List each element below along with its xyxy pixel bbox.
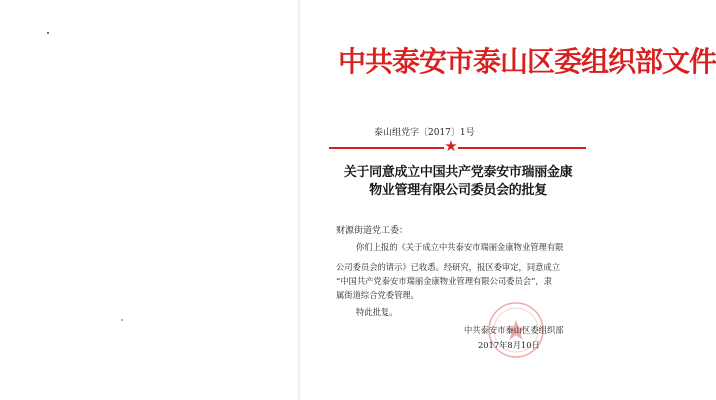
red-star-icon: ★	[444, 137, 458, 155]
body-paragraph-line: 你们上报的《关于成立中共泰安市瑞丽金康物业管理有限	[356, 242, 564, 252]
document-header-title: 中共泰安市泰山区委组织部文件	[338, 45, 716, 78]
scan-speck	[47, 32, 49, 34]
document-number: 泰山组党字〔2017〕1号	[374, 128, 475, 138]
issuing-organization: 中共泰安市泰山区委组织部	[464, 325, 564, 335]
document-title-line: 关于同意成立中国共产党泰安市瑞丽金康	[343, 165, 573, 180]
document-title-line: 物业管理有限公司委员会的批复	[369, 183, 547, 198]
issue-date: 2017年8月10日	[478, 340, 540, 350]
left-blank-page	[0, 0, 298, 400]
body-paragraph-line: “中国共产党泰安市瑞丽金康物业管理有限公司委员会”，隶	[336, 276, 552, 286]
scan-speck	[121, 319, 123, 321]
document-title	[330, 164, 586, 200]
body-paragraph-line: 属街道综合党委管理。	[336, 290, 419, 300]
body-paragraph-line: 公司委员会的请示》已收悉。经研究，报区委审定，同意成立	[336, 262, 561, 272]
recipient-line: 财源街道党工委：	[336, 226, 409, 236]
body-closing-line: 特此批复。	[356, 307, 398, 317]
